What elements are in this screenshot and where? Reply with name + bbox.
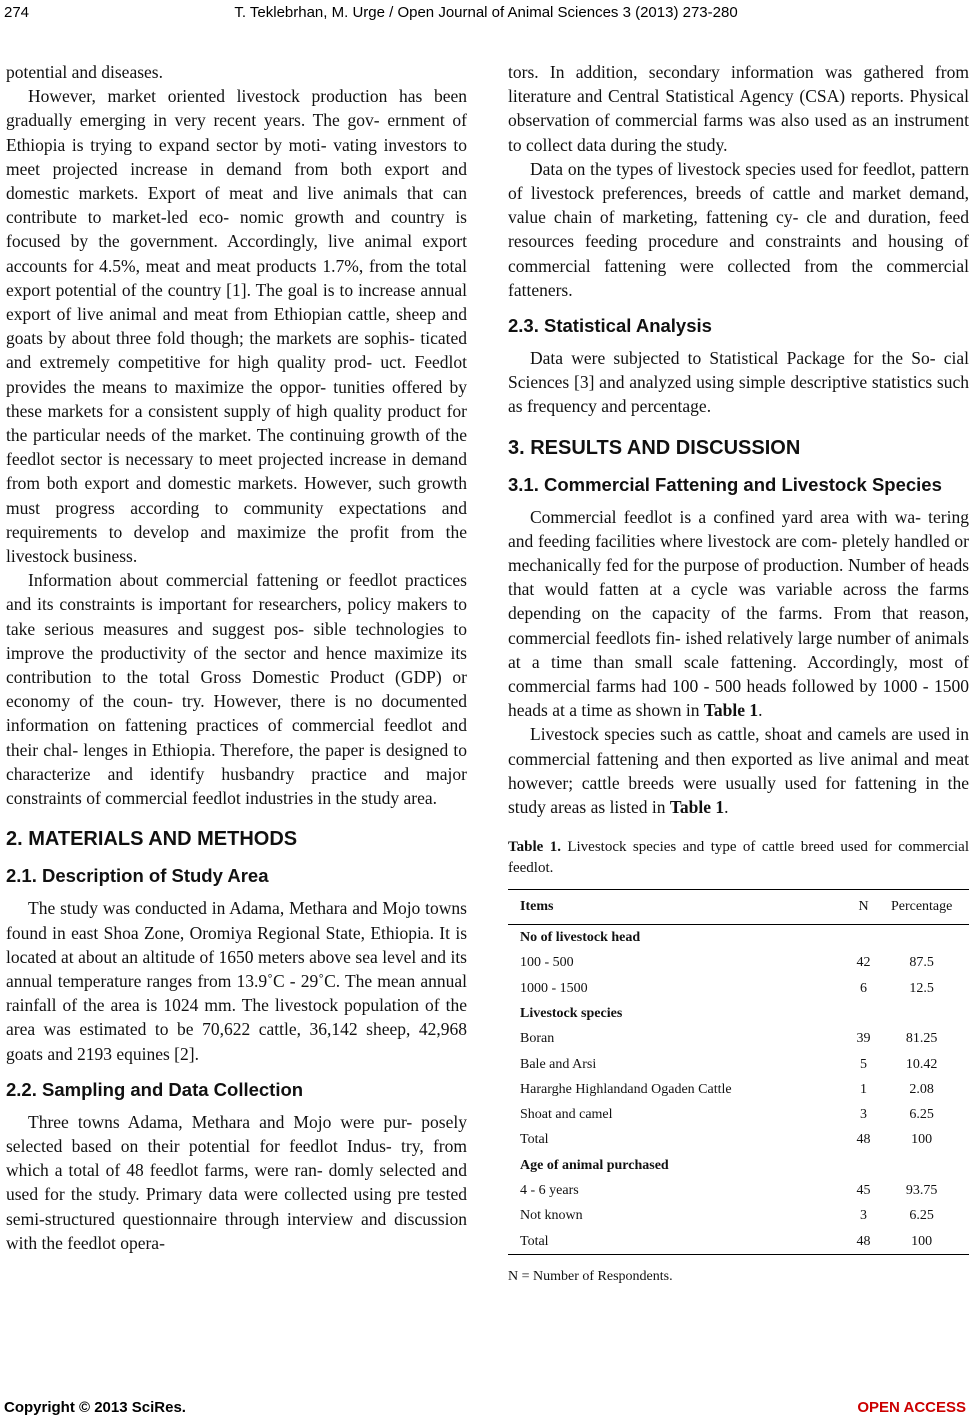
table-reference-link[interactable]: Table 1 [703,700,759,721]
table-row [508,951,969,976]
table-row [508,1077,969,1102]
table-cell: 81.25 [905,1031,938,1047]
column-header-percentage: Percentage [874,890,969,925]
table-cell: 5 [860,1056,867,1072]
copyright-footer: Copyright © 2013 SciRes. [4,1399,186,1416]
column-header-n: N [853,890,875,925]
table-cell: 100 [874,1229,969,1255]
table-row [508,976,969,1001]
paragraph: However, market oriented livestock production has been gradually emerging in very recent years. The gov- ernment of Ethiopia is trying to expand sector by moti- vating investors to meet projected increase in demand from both export and domestic markets. Export of meat and live animals that can contribute to market-led eco- nomic growth and country is focused by the government. Accordingly, live animal export accounts for 4.5%, meat and meat products 1.7%, from the total export potential of the country [1]. The goal is to increase annual export of live animal and meat from Ethiopian cattle, sheep and goats by about three fold though; the markets are sophis- ticated and extremely competitive for high quality prod- uct. Feedlot provides the means to maximize the oppor- tunities offered by these markets for a consistent supply of high quality product for the particular needs of the market. The continuing growth of the feedlot sector is necessary to meet projected increase in demand from both export and domestic markets. However, such growth must progress according to community expectations and requirements to develop and maximize the profit from the livestock business. [6,86,467,567]
paragraph [508,722,969,819]
table-cell: 1000 - 1500 [520,980,588,996]
table-group-row [508,1153,969,1178]
table-caption-text: Livestock species and type of cattle breed used for commercial feedlot. [508,839,969,877]
subsection-heading: 2.2. Sampling and Data Collection [6,1078,304,1100]
table-row [508,1204,969,1229]
subsection-heading: 2.1. Description of Study Area [6,865,269,887]
group-label: No of livestock head [520,930,641,946]
table-row [508,1178,969,1203]
table-cell: 45 [856,1183,871,1198]
table-cell: 93.75 [905,1183,938,1198]
right-column [508,60,969,1290]
paragraph: The study was conducted in Adama, Methara and Mojo towns found in east Shoa Zone, Oromiya Regional State, Ethiopia. It is located at about an altitude of 1650 meters above sea level and its annual temperature ranges from 13.9˚C - 29˚C. The mean annual rainfall of the area is 1024 mm. The livestock population of the area was estimated to be 70,622 cattle, 36,142 sheep, 42,968 goats and 2193 equines [2]. [6,898,467,1064]
table-cell: 2.08 [909,1081,934,1097]
journal-citation: T. Teklebrhan, M. Urge / Open Journal of Animal Sciences 3 (2013) 273-280 [234,4,738,21]
running-header [0,0,972,28]
table-cell: Boran [520,1031,555,1047]
paragraph: Data on the types of livestock species used for feedlot, pattern of livestock preferences, breeds of cattle and market demand, value chain of marketing, fattening cy- cle and duration, feed resources feeding procedure and constraints and housing of commercial fattening were collected from the commercial fatteners. [508,158,969,300]
table-cell: Shoat and camel [520,1107,613,1123]
table-caption [508,837,969,879]
group-label: Age of animal purchased [520,1157,669,1173]
table-cell: 10.42 [905,1056,938,1072]
table-cell: 4 - 6 years [520,1183,579,1198]
paragraph: Three towns Adama, Methara and Mojo were pur- posely selected based on their potential for feedlot Indus- try, from which a total of 48 feedlot farms, were ran- domly selected and used for the study. Primary data were collected using pre tested semi-structured questionnaire through interview and discussion with the feedlot opera- [6,1111,467,1253]
table-cell: 3 [860,1208,867,1224]
paragraph-end: . [724,797,729,818]
paragraph [508,505,969,723]
left-column [6,60,467,1255]
table-cell: 39 [856,1031,871,1047]
table-caption-label: Table 1. [508,839,561,856]
table-row [508,1052,969,1077]
table-row [508,1103,969,1128]
table-reference-link[interactable]: Table 1 [669,797,725,818]
table-cell: Total [520,1132,549,1148]
table-row [508,1229,969,1255]
table-group-row [508,925,969,951]
table-cell: 6.25 [909,1208,934,1224]
page-number: 274 [4,4,30,21]
table-cell: 48 [853,1229,875,1255]
column-header-items: Items [508,890,853,925]
table-cell: 6.25 [909,1107,934,1123]
table-cell: 1 [860,1081,867,1097]
paragraph: Information about commercial fattening or feedlot practices and its constraints is important for researchers, policy makers to take serious measures and suggest pos- sible technologies to improve the productivity of the sector and hence maximize its contribution to the total Gross Domestic Product (GDP) or economy of the coun- try. However, there is no documented information on fattening practices of commercial feedlot and their chal- lenges in Ethiopia. Therefore, the paper is designed to characterize and identify husbandry practice and major constraints of commercial feedlot industries in the study area. [6,570,467,809]
section-heading: 3. RESULTS AND DISCUSSION [508,436,801,459]
table-1 [508,889,969,1255]
table-row [508,1128,969,1153]
subsection-heading: 3.1. Commercial Fattening and Livestock Species [508,473,942,495]
paragraph: Data were subjected to Statistical Package for the So- cial Sciences [3] and analyzed using simple descriptive statistics such as frequency and percentage. [508,348,969,417]
paragraph-text: Livestock species such as cattle, shoat and camels are used in commercial fattening and then exported as live animal and meat however; cattle breeds were usually used for fattening in the study areas as listed in [508,724,969,818]
table-cell: Not known [520,1208,583,1224]
table-cell: 6 [860,980,867,996]
table-header-row [508,890,969,925]
subsection-heading: 2.3. Statistical Analysis [508,315,712,337]
table-row [508,1027,969,1052]
paragraph-end: . [758,700,763,721]
group-label: Livestock species [520,1005,623,1021]
table-cell: 48 [856,1132,871,1148]
paragraph-text: Commercial feedlot is a confined yard area with wa- tering and feeding facilities where livestock are com- pletely handled or mechanically fed for the purpose of production. Number of heads that would fatten at a cycle was variable across the farms depending on the capacity of the farms. From that reason, commercial feedlots fin- ished relatively large number of animals at a time than small scale fattening. Accordingly, most of commercial farms had 100 - 500 heads followed by 1000 - 1500 heads at a time as shown in [508,506,969,721]
table-footnote: N = Number of Respondents. [508,1269,673,1285]
paragraph: tors. In addition, secondary information was gathered from literature and Central Statistical Agency (CSA) reports. Physical observation of commercial farms was also used as an instrument to collect data during the study. [508,62,969,155]
table-cell: 12.5 [909,980,934,996]
paragraph: potential and diseases. [6,62,163,82]
table-cell: 3 [860,1107,867,1123]
table-cell: 42 [856,955,871,971]
section-heading: 2. MATERIALS AND METHODS [6,828,298,851]
table-cell: 100 - 500 [520,955,574,971]
open-access-label: OPEN ACCESS [857,1399,966,1416]
table-cell: 100 [911,1132,933,1148]
table-cell: Hararghe Highlandand Ogaden Cattle [520,1081,732,1097]
table-group-row [508,1001,969,1026]
table-cell: 87.5 [909,955,934,971]
table-cell: Bale and Arsi [520,1056,597,1072]
table-cell: Total [508,1229,853,1255]
